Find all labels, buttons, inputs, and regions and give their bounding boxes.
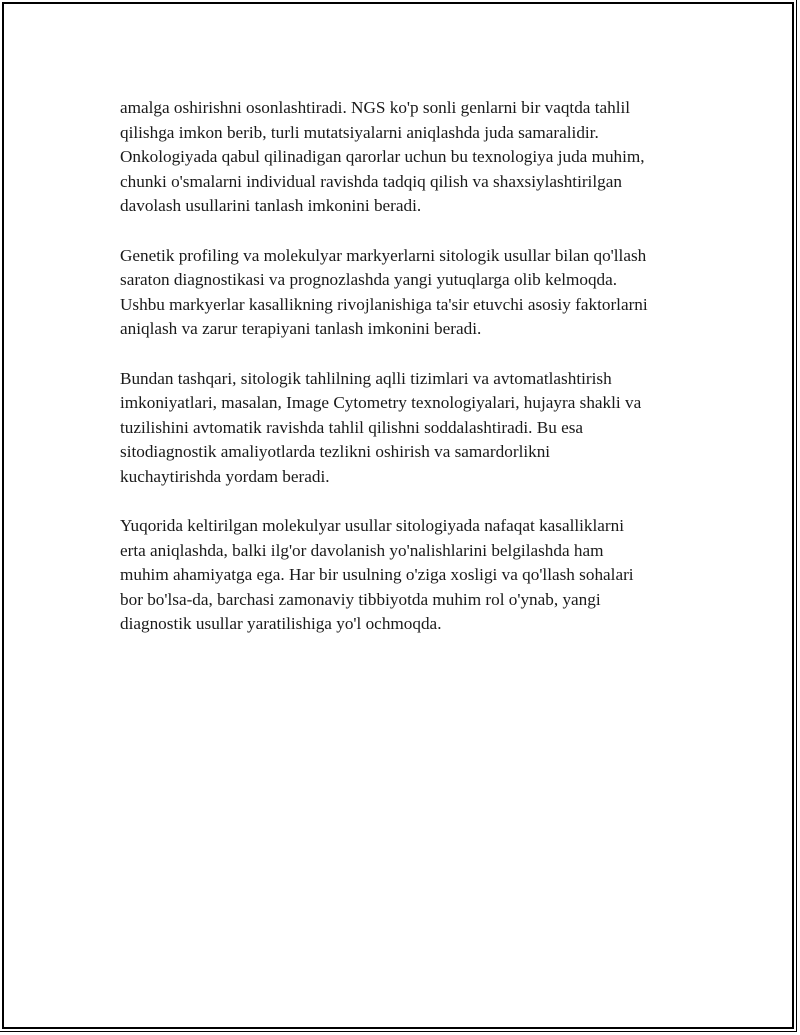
paragraph: Bundan tashqari, sitologik tahlilning aqlli tizimlari va avtomatlashtirish imkoniyatlari, masalan, Image Cytometry texnologiyalari, hujayra shakli va tuzilishini avtomatik ravishda tahlil qilishni soddalashtiradi. Bu esa sitodiagnostik amaliyotlarda tezlikni oshirish va samardorlikni kuchaytirishda yordam beradi. [120,368,642,486]
paragraph: Genetik profiling va molekulyar markyerlarni sitologik usullar bilan qo'llash saraton diagnostikasi va prognozlashda yangi yutuqlarga olib kelmoqda. Ushbu markyerlar kasallikning rivojlanishiga ta'sir etuvchi asosiy faktorlarni aniqlash va zarur terapiyani tanlash imkonini beradi. [120,245,648,339]
document-body [120,96,700,662]
document-page [2,2,794,1029]
paragraph: Yuqorida keltirilgan molekulyar usullar sitologiyada nafaqat kasalliklarni erta aniqlashda, balki ilg'or davolanish yo'nalishlarini belgilashda ham muhim ahamiyatga ega. Har bir usulning o'ziga xosligi va qo'llash sohalari bor bo'lsa-da, barchasi zamonaviy tibbiyotda muhim rol o'ynab, yangi diagnostik usullar yaratilishiga yo'l ochmoqda. [120,516,634,634]
paragraph: amalga oshirishni osonlashtiradi. NGS ko'p sonli genlarni bir vaqtda tahlil qilishga imkon berib, turli mutatsiyalarni aniqlashda juda samaralidir. Onkologiyada qabul qilinadigan qarorlar uchun bu texnologiya juda muhim, chunki o'smalarni individual ravishda tadqiq qilish va shaxsiylashtirilgan davolash usullarini tanlash imkonini beradi. [120,98,645,216]
